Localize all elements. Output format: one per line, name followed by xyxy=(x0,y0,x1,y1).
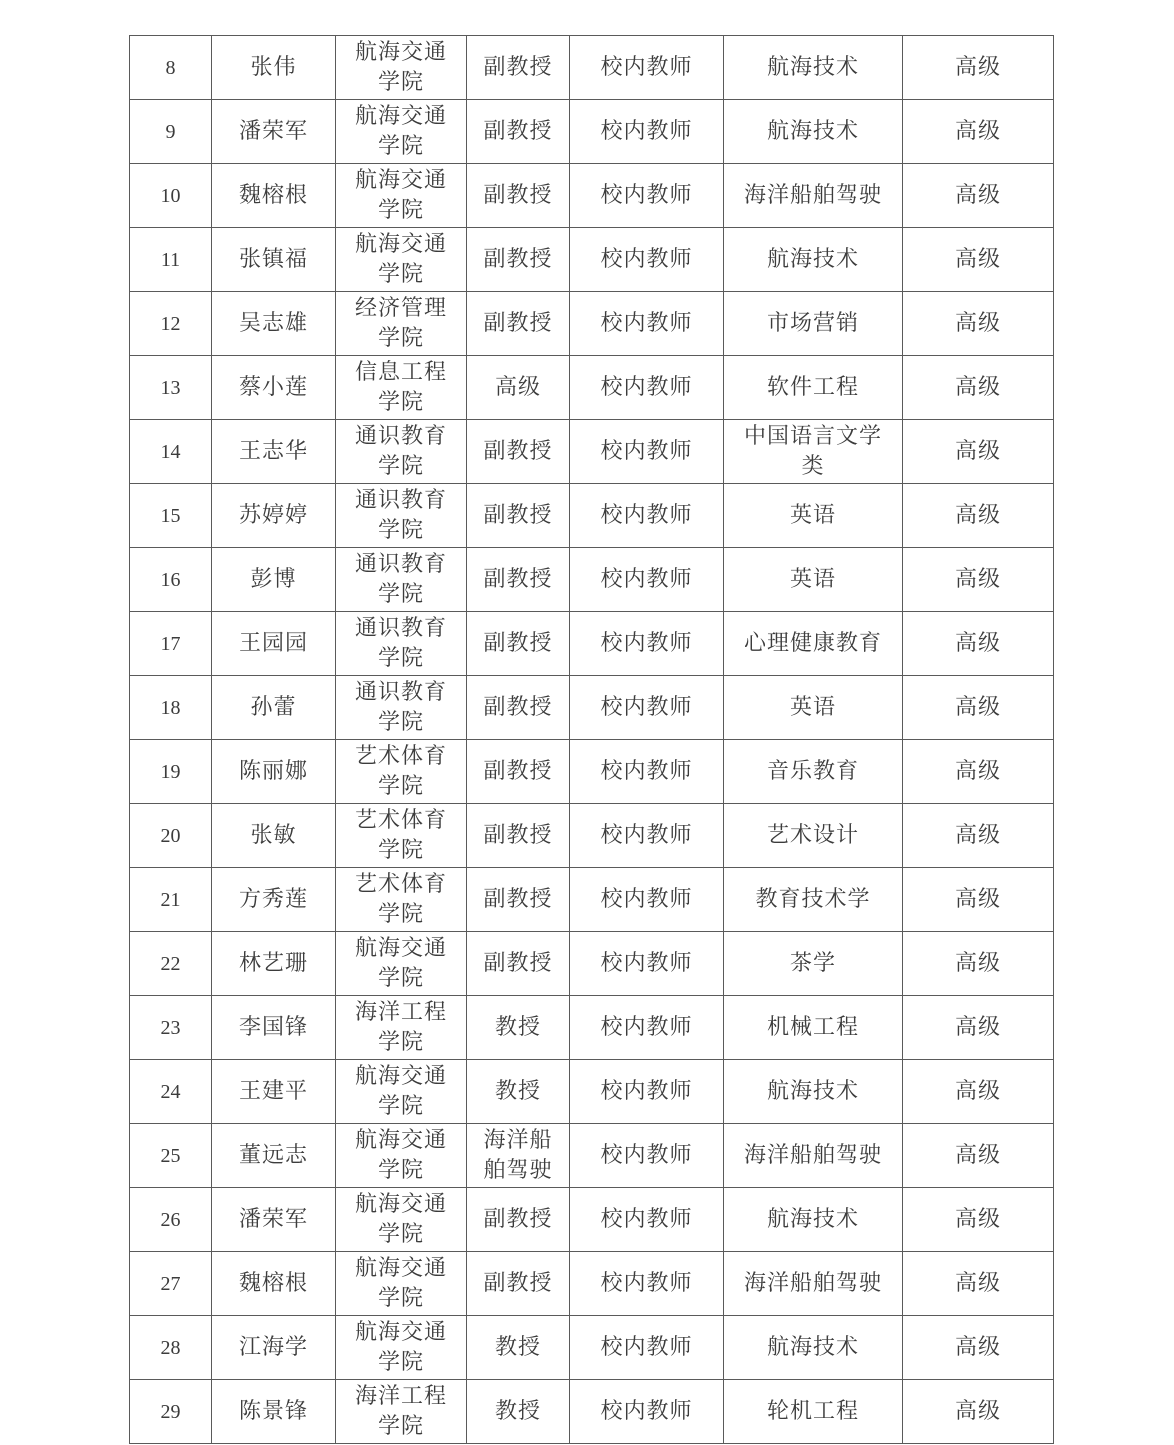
table-row xyxy=(130,612,1054,676)
cell-level: 高级 xyxy=(903,356,1054,420)
cell-level: 高级 xyxy=(903,292,1054,356)
table-row xyxy=(130,676,1054,740)
cell-number: 25 xyxy=(130,1124,212,1188)
cell-name: 张伟 xyxy=(212,36,336,100)
cell-college: 艺术体育学院 xyxy=(336,868,467,932)
cell-college: 海洋工程学院 xyxy=(336,1380,467,1444)
cell-major: 航海技术 xyxy=(724,1316,903,1380)
cell-level: 高级 xyxy=(903,484,1054,548)
cell-type: 校内教师 xyxy=(570,100,724,164)
cell-name: 张镇福 xyxy=(212,228,336,292)
cell-major: 教育技术学 xyxy=(724,868,903,932)
table-body xyxy=(130,36,1054,1444)
cell-number: 14 xyxy=(130,420,212,484)
cell-type: 校内教师 xyxy=(570,868,724,932)
cell-level: 高级 xyxy=(903,1380,1054,1444)
cell-title: 副教授 xyxy=(467,1252,570,1316)
cell-level: 高级 xyxy=(903,164,1054,228)
cell-major: 海洋船舶驾驶 xyxy=(724,1124,903,1188)
cell-number: 28 xyxy=(130,1316,212,1380)
cell-title: 副教授 xyxy=(467,100,570,164)
cell-major: 艺术设计 xyxy=(724,804,903,868)
cell-major: 茶学 xyxy=(724,932,903,996)
cell-name: 陈丽娜 xyxy=(212,740,336,804)
cell-name: 吴志雄 xyxy=(212,292,336,356)
cell-type: 校内教师 xyxy=(570,228,724,292)
cell-major: 航海技术 xyxy=(724,1188,903,1252)
cell-name: 苏婷婷 xyxy=(212,484,336,548)
cell-level: 高级 xyxy=(903,228,1054,292)
cell-level: 高级 xyxy=(903,1060,1054,1124)
cell-college: 海洋工程学院 xyxy=(336,996,467,1060)
cell-number: 16 xyxy=(130,548,212,612)
table-row xyxy=(130,1060,1054,1124)
cell-type: 校内教师 xyxy=(570,548,724,612)
cell-college: 航海交通学院 xyxy=(336,164,467,228)
cell-title: 海洋船舶驾驶 xyxy=(467,1124,570,1188)
cell-title: 教授 xyxy=(467,1380,570,1444)
cell-major: 航海技术 xyxy=(724,1060,903,1124)
cell-college: 航海交通学院 xyxy=(336,1060,467,1124)
cell-college: 通识教育学院 xyxy=(336,676,467,740)
cell-number: 18 xyxy=(130,676,212,740)
cell-college: 通识教育学院 xyxy=(336,612,467,676)
cell-name: 魏榕根 xyxy=(212,1252,336,1316)
cell-name: 张敏 xyxy=(212,804,336,868)
cell-college: 航海交通学院 xyxy=(336,1188,467,1252)
cell-title: 副教授 xyxy=(467,484,570,548)
table-row xyxy=(130,1316,1054,1380)
cell-name: 王志华 xyxy=(212,420,336,484)
cell-major: 心理健康教育 xyxy=(724,612,903,676)
cell-title: 教授 xyxy=(467,996,570,1060)
cell-name: 潘荣军 xyxy=(212,1188,336,1252)
table-row xyxy=(130,1252,1054,1316)
table-row xyxy=(130,164,1054,228)
cell-type: 校内教师 xyxy=(570,420,724,484)
cell-number: 11 xyxy=(130,228,212,292)
cell-type: 校内教师 xyxy=(570,676,724,740)
cell-title: 副教授 xyxy=(467,228,570,292)
cell-college: 航海交通学院 xyxy=(336,1124,467,1188)
cell-number: 22 xyxy=(130,932,212,996)
cell-type: 校内教师 xyxy=(570,1252,724,1316)
cell-level: 高级 xyxy=(903,100,1054,164)
cell-type: 校内教师 xyxy=(570,1124,724,1188)
cell-major: 海洋船舶驾驶 xyxy=(724,1252,903,1316)
cell-number: 29 xyxy=(130,1380,212,1444)
cell-title: 副教授 xyxy=(467,164,570,228)
cell-title: 副教授 xyxy=(467,932,570,996)
cell-level: 高级 xyxy=(903,420,1054,484)
cell-number: 24 xyxy=(130,1060,212,1124)
cell-name: 林艺珊 xyxy=(212,932,336,996)
cell-major: 机械工程 xyxy=(724,996,903,1060)
table-row xyxy=(130,740,1054,804)
table-row xyxy=(130,1380,1054,1444)
cell-level: 高级 xyxy=(903,804,1054,868)
cell-type: 校内教师 xyxy=(570,996,724,1060)
cell-type: 校内教师 xyxy=(570,1060,724,1124)
cell-level: 高级 xyxy=(903,676,1054,740)
table-row xyxy=(130,420,1054,484)
cell-level: 高级 xyxy=(903,548,1054,612)
cell-college: 艺术体育学院 xyxy=(336,740,467,804)
cell-type: 校内教师 xyxy=(570,1316,724,1380)
cell-college: 航海交通学院 xyxy=(336,1316,467,1380)
cell-major: 英语 xyxy=(724,548,903,612)
cell-title: 副教授 xyxy=(467,548,570,612)
cell-title: 副教授 xyxy=(467,420,570,484)
cell-college: 航海交通学院 xyxy=(336,100,467,164)
cell-college: 航海交通学院 xyxy=(336,932,467,996)
cell-major: 音乐教育 xyxy=(724,740,903,804)
cell-type: 校内教师 xyxy=(570,36,724,100)
cell-type: 校内教师 xyxy=(570,164,724,228)
cell-level: 高级 xyxy=(903,1252,1054,1316)
cell-number: 15 xyxy=(130,484,212,548)
cell-college: 航海交通学院 xyxy=(336,228,467,292)
cell-title: 副教授 xyxy=(467,804,570,868)
cell-name: 魏榕根 xyxy=(212,164,336,228)
cell-title: 副教授 xyxy=(467,868,570,932)
cell-level: 高级 xyxy=(903,1188,1054,1252)
cell-title: 副教授 xyxy=(467,292,570,356)
cell-title: 副教授 xyxy=(467,740,570,804)
cell-title: 教授 xyxy=(467,1316,570,1380)
cell-title: 教授 xyxy=(467,1060,570,1124)
cell-level: 高级 xyxy=(903,740,1054,804)
cell-number: 20 xyxy=(130,804,212,868)
cell-major: 航海技术 xyxy=(724,228,903,292)
cell-number: 26 xyxy=(130,1188,212,1252)
cell-level: 高级 xyxy=(903,36,1054,100)
cell-name: 王建平 xyxy=(212,1060,336,1124)
cell-title: 副教授 xyxy=(467,36,570,100)
cell-number: 13 xyxy=(130,356,212,420)
cell-type: 校内教师 xyxy=(570,356,724,420)
cell-type: 校内教师 xyxy=(570,484,724,548)
cell-number: 8 xyxy=(130,36,212,100)
table-row xyxy=(130,804,1054,868)
cell-title: 高级 xyxy=(467,356,570,420)
cell-level: 高级 xyxy=(903,1316,1054,1380)
cell-number: 27 xyxy=(130,1252,212,1316)
table-row xyxy=(130,996,1054,1060)
cell-type: 校内教师 xyxy=(570,932,724,996)
cell-major: 航海技术 xyxy=(724,100,903,164)
cell-college: 通识教育学院 xyxy=(336,484,467,548)
cell-type: 校内教师 xyxy=(570,1188,724,1252)
cell-level: 高级 xyxy=(903,932,1054,996)
cell-number: 19 xyxy=(130,740,212,804)
staff-table xyxy=(129,35,1054,1444)
cell-type: 校内教师 xyxy=(570,740,724,804)
table-row xyxy=(130,1124,1054,1188)
cell-college: 信息工程学院 xyxy=(336,356,467,420)
cell-type: 校内教师 xyxy=(570,804,724,868)
cell-level: 高级 xyxy=(903,1124,1054,1188)
table-row xyxy=(130,100,1054,164)
cell-college: 航海交通学院 xyxy=(336,36,467,100)
cell-level: 高级 xyxy=(903,612,1054,676)
cell-college: 通识教育学院 xyxy=(336,420,467,484)
cell-college: 经济管理学院 xyxy=(336,292,467,356)
cell-college: 航海交通学院 xyxy=(336,1252,467,1316)
table-row xyxy=(130,36,1054,100)
cell-name: 方秀莲 xyxy=(212,868,336,932)
cell-major: 英语 xyxy=(724,484,903,548)
cell-college: 艺术体育学院 xyxy=(336,804,467,868)
cell-major: 中国语言文学类 xyxy=(724,420,903,484)
cell-type: 校内教师 xyxy=(570,612,724,676)
cell-name: 孙蕾 xyxy=(212,676,336,740)
table-row xyxy=(130,484,1054,548)
document-page xyxy=(129,35,1053,1444)
cell-name: 蔡小莲 xyxy=(212,356,336,420)
cell-title: 副教授 xyxy=(467,676,570,740)
table-row xyxy=(130,356,1054,420)
cell-number: 23 xyxy=(130,996,212,1060)
cell-name: 王园园 xyxy=(212,612,336,676)
cell-number: 12 xyxy=(130,292,212,356)
cell-number: 21 xyxy=(130,868,212,932)
cell-major: 英语 xyxy=(724,676,903,740)
cell-name: 彭博 xyxy=(212,548,336,612)
cell-major: 市场营销 xyxy=(724,292,903,356)
cell-name: 陈景锋 xyxy=(212,1380,336,1444)
table-row xyxy=(130,292,1054,356)
cell-number: 17 xyxy=(130,612,212,676)
table-row xyxy=(130,868,1054,932)
cell-type: 校内教师 xyxy=(570,1380,724,1444)
table-row xyxy=(130,1188,1054,1252)
cell-level: 高级 xyxy=(903,868,1054,932)
cell-major: 软件工程 xyxy=(724,356,903,420)
cell-name: 江海学 xyxy=(212,1316,336,1380)
cell-number: 10 xyxy=(130,164,212,228)
cell-type: 校内教师 xyxy=(570,292,724,356)
cell-name: 潘荣军 xyxy=(212,100,336,164)
table-row xyxy=(130,548,1054,612)
cell-level: 高级 xyxy=(903,996,1054,1060)
cell-major: 轮机工程 xyxy=(724,1380,903,1444)
cell-major: 海洋船舶驾驶 xyxy=(724,164,903,228)
cell-title: 副教授 xyxy=(467,612,570,676)
table-row xyxy=(130,932,1054,996)
cell-title: 副教授 xyxy=(467,1188,570,1252)
cell-college: 通识教育学院 xyxy=(336,548,467,612)
table-row xyxy=(130,228,1054,292)
cell-number: 9 xyxy=(130,100,212,164)
cell-name: 李国锋 xyxy=(212,996,336,1060)
cell-major: 航海技术 xyxy=(724,36,903,100)
cell-name: 董远志 xyxy=(212,1124,336,1188)
